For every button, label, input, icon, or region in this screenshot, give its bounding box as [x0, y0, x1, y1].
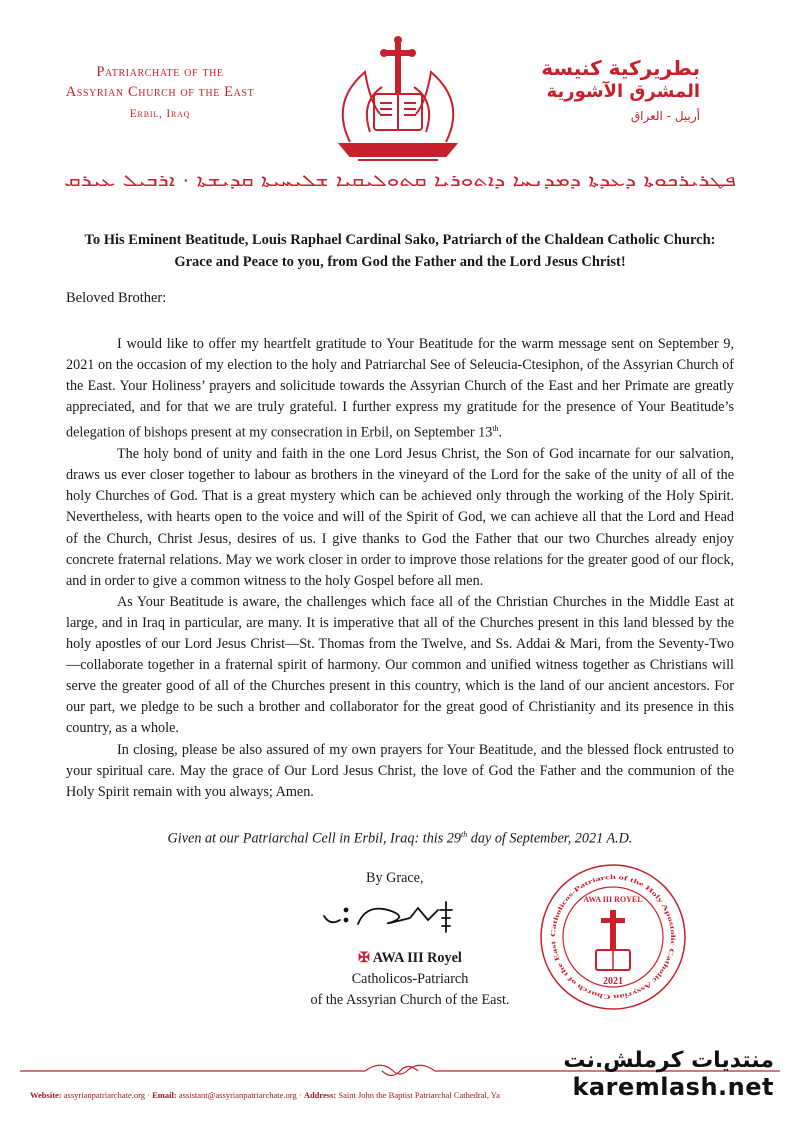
signer-block — [260, 948, 560, 1011]
footer-email-label: Email: — [152, 1090, 177, 1100]
dateline-part2: day of September, 2021 A.D. — [467, 830, 633, 847]
footer-address: Saint John the Baptist Patriarchal Cathedral, Ya — [338, 1090, 500, 1100]
signer-name: AWA III Royel — [372, 950, 462, 966]
signer-name-line — [260, 948, 560, 969]
dateline-part1: Given at our Patriarchal Cell in Erbil, Iraq: this 29 — [167, 830, 461, 847]
seal-year: 2021 — [603, 976, 623, 987]
seal-ring-text: Catholicos-Patriarch of the Holy Apostolic Catholic Assyrian Church of the East — [549, 873, 677, 1001]
footer-website-label: Website: — [30, 1090, 62, 1100]
footer-address-label: Address: — [303, 1090, 337, 1100]
cross-icon: ✠ — [358, 950, 371, 966]
paragraph-4: In closing, please be also assured of my own prayers for Your Beatitude, and the blessed flock entrusted to your spiritual care. May the grace of Our Lord Jesus Christ, the love of God the Father and the communion of the Holy Spirit remain with you always; Amen. — [66, 741, 734, 800]
watermark-arabic: منتديات كرملش.نت — [563, 1048, 774, 1073]
org-name-line1: Patriarchate of the — [96, 64, 224, 80]
letter-salutation: To His Eminent Beatitude, Louis Raphael Cardinal Sako, Patriarch of the Chaldean Catholic Church: Grace and Peace to you, from God the Father and the Lord Jesus Christ! — [84, 232, 716, 270]
letter-greeting: Beloved Brother: — [66, 290, 167, 306]
org-location: Erbil, Iraq — [129, 108, 191, 120]
footer-website[interactable]: assyrianpatriarchate.org — [63, 1090, 146, 1100]
paragraph-3: As Your Beatitude is aware, the challenges which face all of the Christian Churches in the Middle East at large, and in Iraq in particular, are many. It is imperative that all of the Churches present in this land blessed by the holy apostles of our Lord Jesus Christ—St. Thomas from the Twelve, and Ss. Addai & Mari, from the Seventy-Two—collaborate together in a fraternal spirit of harmony. Our common and unified witness together as Christians will serve the greater good of all of the Churches present in this country, which is the land of our ancient ancestors. For our part, we pledge to be such a brother and collaborator for the great good of Christianity and its presence in this country, as a whole. — [66, 593, 734, 737]
cross-and-book-emblem-icon — [310, 32, 486, 172]
dateline-ordinal: th — [461, 830, 468, 839]
ordinal-suffix: th — [492, 424, 499, 434]
paragraph-1-end: . — [498, 425, 503, 442]
watermark — [563, 1048, 774, 1101]
org-name-arabic-line1: بطريركية كنيسة — [541, 56, 700, 80]
footer-contact: Website: assyrianpatriarchate.org · Email: assistant@assyrianpatriarchate.org · Address: Saint John the Baptist Patriarchal Cathedral, Ya — [30, 1090, 500, 1100]
letter-body — [66, 334, 734, 803]
signer-title-2: of the Assyrian Church of the East. — [310, 992, 510, 1008]
footer-email[interactable]: assistant@assyrianpatriarchate.org — [178, 1090, 297, 1100]
paragraph-2: The holy bond of unity and faith in the one Lord Jesus Christ, the Son of God incarnate for our salvation, draws us ever closer together to labour as brothers in the vineyard of the Lord for the sake of the unity of all of the holy Churches of God. That is a great mystery which can be achieved only through the working of the Holy Spirit. Nevertheless, with hearts open to the voice and will of the Spirit of God, we can achieve all that the Lord and Head of the Church, Christ Jesus, desires of us. I give thanks to God the Father that our two Churches already enjoy concrete fraternal relations. May we work closer in order to improve those relations for the greater good of our flock, and in order to give a common witness to the holy Gospel before all men. — [66, 446, 734, 589]
signer-title-1: Catholicos-Patriarch — [351, 971, 469, 987]
patriarchal-seal-icon — [538, 862, 688, 1012]
org-name-line2: Assyrian Church of the East — [65, 84, 255, 100]
closing-phrase: By Grace, — [366, 870, 424, 886]
org-name-arabic-line2: المشرق الآشورية — [546, 81, 700, 102]
paragraph-1-text: I would like to offer my heartfelt gratitude to Your Beatitude for the warm message sent on September 9, 2021 on the occasion of my election to the holy and Patriarchal See of Seleucia-Ctesiphon, of the Assyrian Church of the East. Your Holiness’ prayers and solicitude towards the Assyrian Church of the East and her Primate are greatly appreciated, and for that we are truly grateful. I further express my gratitude for the presence of Your Beatitude’s delegation of bishops present at my consecration in Erbil, on September 13 — [66, 336, 734, 442]
letterhead-right-arabic — [500, 56, 700, 126]
seal-name: AWA III ROYEL — [583, 895, 643, 904]
syriac-header-line — [60, 168, 740, 192]
paragraph-1 — [66, 334, 734, 444]
watermark-latin: karemlash.net — [563, 1073, 774, 1101]
syriac-header-text: ܦܛܪܝܪܟܘܬܐ ܕܥܕܬܐ ܕܡܕܢܚܐ ܕܐܬܘܪܝܐ ܩܬܘܠܝܩܝܐ ܫܠܝܚܝܬܐ ܩܕܝܫܬܐ · ܐܪܒܝܠ ܥܝܪܩ — [64, 171, 737, 190]
letterhead-left — [30, 62, 290, 120]
handwritten-signature — [318, 896, 468, 936]
org-location-arabic: أربيل - العراق — [630, 109, 700, 123]
dateline — [66, 830, 734, 848]
